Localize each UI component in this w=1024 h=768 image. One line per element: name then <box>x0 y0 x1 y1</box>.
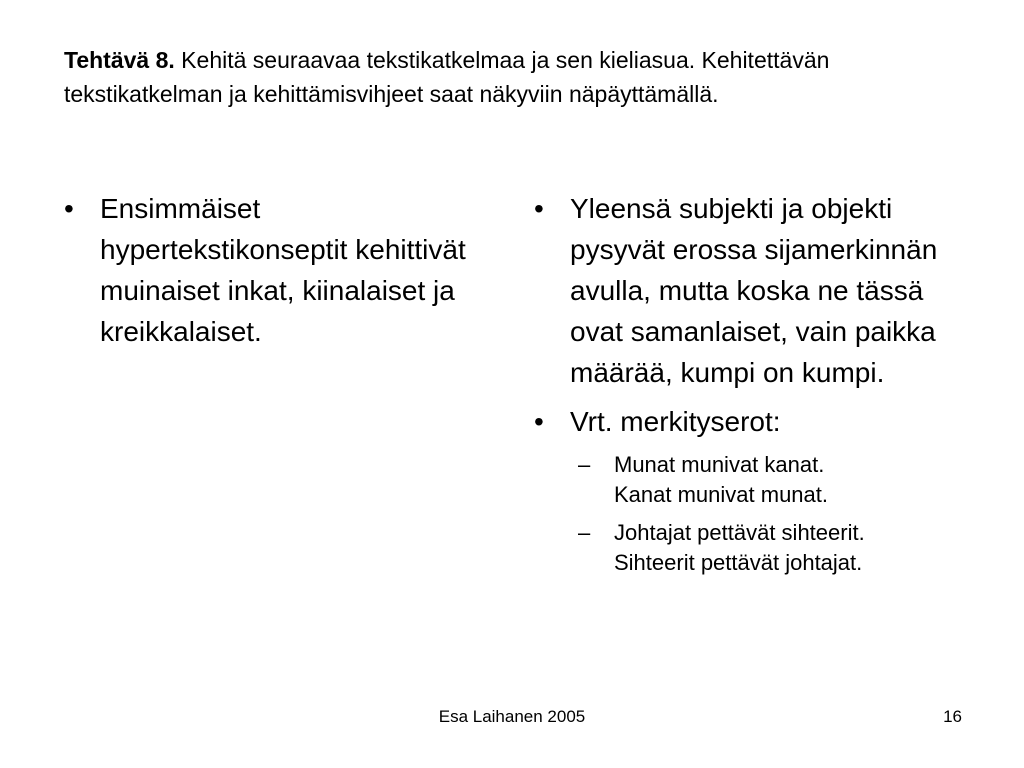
slide-title <box>64 43 944 111</box>
example-sentence: Johtajat pettävät sihteerit. <box>614 520 865 545</box>
footer-author: Esa Laihanen 2005 <box>438 707 586 726</box>
slide-number: 16 <box>943 707 962 726</box>
bullet-marker: • <box>64 193 74 224</box>
sub-item <box>534 450 974 510</box>
sub-item-marker: – <box>578 520 591 545</box>
sub-item-marker: – <box>578 452 591 477</box>
bullet-item <box>64 188 514 352</box>
task-instructions: Kehitä seuraavaa tekstikatkelmaa ja sen kieliasua. Kehitettävän tekstikatkelman ja kehittämisvihjeet saat näkyviin näpäyttämällä. <box>64 47 830 107</box>
example-sentence: Kanat munivat munat. <box>614 482 829 507</box>
example-sentence: Munat munivat kanat. <box>614 452 825 477</box>
bullet-marker: • <box>534 193 544 224</box>
bullet-item <box>534 401 974 442</box>
bullet-text: Ensimmäiset hypertekstikonseptit kehittivät muinaiset inkat, kiinalaiset ja kreikkalaiset. <box>100 193 466 347</box>
example-sentence: Sihteerit pettävät johtajat. <box>614 550 863 575</box>
task-label: Tehtävä 8. <box>64 47 175 73</box>
sub-item <box>534 518 974 578</box>
bullet-text: Vrt. merkityserot: <box>570 406 781 437</box>
left-column <box>64 188 514 360</box>
right-column <box>534 188 974 586</box>
bullet-marker: • <box>534 406 544 437</box>
bullet-text: Yleensä subjekti ja objekti pysyvät erossa sijamerkinnän avulla, mutta koska ne tässä ovat samanlaiset, vain paikka määrää, kumpi on kumpi. <box>570 193 938 388</box>
bullet-item <box>534 188 974 393</box>
